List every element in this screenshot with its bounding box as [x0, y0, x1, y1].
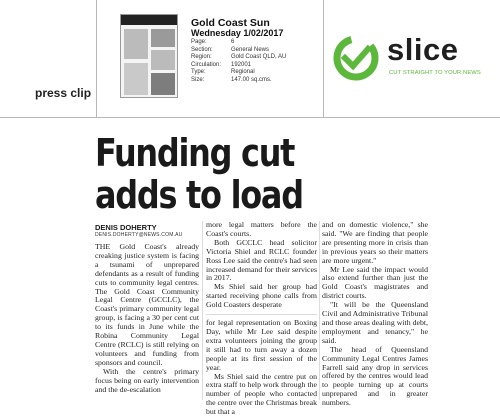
- metadata-key: Page:: [191, 39, 231, 47]
- slice-logo-icon: [331, 33, 381, 83]
- column-rule: [202, 221, 203, 400]
- clip-metadata: [191, 39, 286, 84]
- metadata-value: 192001: [231, 62, 286, 70]
- paragraph: Ms Shiel said her group had started receiving phone calls from Gold Coasters desperate: [206, 283, 317, 310]
- metadata-value: Gold Coast QLD, AU: [231, 54, 286, 62]
- metadata-key: Circulation:: [191, 62, 231, 70]
- header-rule: [0, 117, 500, 118]
- column-break: [206, 314, 317, 315]
- metadata-value: 6: [231, 39, 286, 47]
- press-clip-label: press clip: [35, 86, 91, 100]
- metadata-value: Regional: [231, 69, 286, 77]
- publication-date: Wednesday 1/02/2017: [191, 28, 283, 38]
- metadata-row: [191, 69, 286, 77]
- column-rule: [319, 221, 320, 400]
- slice-logo-wordmark: slice: [387, 32, 458, 68]
- paragraph: With the centre's primary focus being on early intervention and the de-escalation: [95, 368, 199, 395]
- paragraph: Ms Shiel said the centre put on extra staff to help work through the number of people who contacted the centre over the Christmas break but that a: [206, 373, 317, 417]
- article-column-2: [206, 221, 317, 417]
- metadata-row: [191, 77, 286, 85]
- paragraph: more legal matters before the Coast's courts.: [206, 221, 317, 239]
- headline-line: adds to load: [95, 174, 303, 216]
- paragraph: for legal representation on Boxing Day, while Mr Lee said despite extra volunteers joining the group it still had to turn away a dozen people at its first session of the year.: [206, 319, 317, 372]
- article-column-1: [95, 243, 199, 394]
- page-thumbnail: [120, 14, 178, 98]
- header-divider: [323, 0, 324, 118]
- metadata-key: Section:: [191, 47, 231, 55]
- paragraph: Both GCCLC head solicitor Victoria Shiel and RCLC founder Ross Lee said the centre's had seen increased demand for their services in 2017.: [206, 239, 317, 284]
- metadata-row: [191, 39, 286, 47]
- article-headline: [95, 132, 303, 216]
- metadata-key: Region:: [191, 54, 231, 62]
- publication-name: Gold Coast Sun: [191, 17, 270, 29]
- article-column-3: [322, 221, 428, 408]
- metadata-key: Type:: [191, 69, 231, 77]
- paragraph: "It will be the Queensland Civil and Administrative Tribunal and those areas dealing with debt, employment and tenancy," he said.: [322, 301, 428, 346]
- header-divider: [96, 0, 97, 118]
- metadata-row: [191, 62, 286, 70]
- clip-header: [0, 0, 500, 118]
- paragraph: The head of Queensland Community Legal Centres James Farrell said any drop in services offered by the centres would lead to people turning up at courts unprepared and in greater numbers.: [322, 346, 428, 408]
- paragraph: and on domestic violence," she said. "We are finding that people are presenting more in crisis than in previous years so their matters are more urgent.": [322, 221, 428, 266]
- metadata-row: [191, 54, 286, 62]
- metadata-value: General News: [231, 47, 286, 55]
- slice-tagline: CUT STRAIGHT TO YOUR NEWS: [389, 70, 481, 76]
- headline-line: Funding cut: [95, 132, 303, 174]
- paragraph: THE Gold Coast's already creaking justice system is facing a tsunami of unprepared defendants as a result of funding cuts to community legal centres. The Gold Coast Community Legal Centre (GCCLC), the Coast's primary community legal group, is facing a 30 per cent cut to its funds in June while the Robina Community Legal Centre (RCLC) is still relying on volunteers and funding from sponsors and council.: [95, 243, 199, 368]
- byline-email: DENIS.DOHERTY@NEWS.COM.AU: [95, 232, 183, 238]
- metadata-key: Size:: [191, 77, 231, 85]
- byline-author: DENIS DOHERTY: [95, 223, 157, 232]
- metadata-value: 147.00 sq.cms.: [231, 77, 286, 85]
- metadata-row: [191, 47, 286, 55]
- paragraph: Mr Lee said the impact would also extend further than just the Gold Coast's magistrates and district courts.: [322, 266, 428, 302]
